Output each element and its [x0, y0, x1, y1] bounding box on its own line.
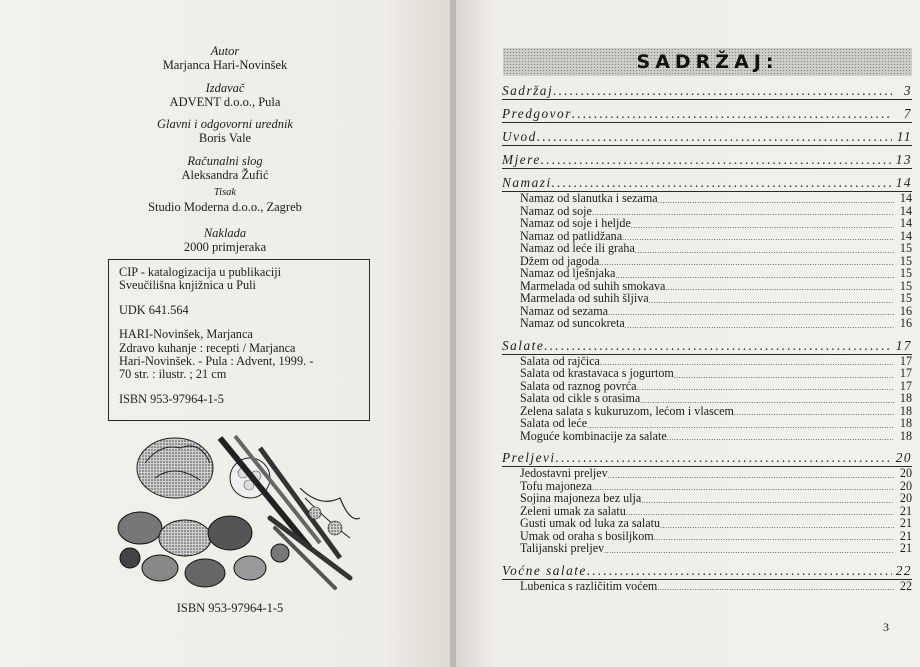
toc-chapter	[502, 83, 912, 100]
cip-header-line: Sveučilišna knjižnica u Puli	[119, 278, 256, 293]
toc-chapter	[502, 152, 912, 169]
leader-dots	[665, 283, 894, 292]
leader-dots	[604, 546, 894, 555]
leader-dots	[587, 563, 892, 579]
toc-entry-title: Lubenica s različitim voćem	[520, 578, 658, 593]
toc-chapter	[502, 175, 912, 192]
credit-role: Računalni slog	[187, 154, 263, 168]
toc-entry-title: Talijanski preljev	[520, 541, 605, 555]
credit-role: Tisak	[213, 187, 237, 198]
toc-entry-page: 20	[899, 478, 912, 493]
toc-chapter-title: Salate	[502, 337, 545, 353]
credit-print-run	[110, 226, 340, 254]
toc-entry-page: 17	[899, 366, 912, 380]
cip-record-line: HARI-Novinšek, Marjanca	[119, 327, 253, 342]
leader-dots	[541, 152, 892, 168]
toc-chapter-page: 7	[903, 106, 912, 121]
toc-entry-page: 14	[899, 228, 912, 243]
cip-record-line: Zdravo kuhanje : recepti / Marjanca	[119, 340, 296, 355]
toc-entry-title: Namaz od soje	[520, 203, 592, 218]
toc-entry-page: 22	[899, 578, 912, 593]
toc-chapter-page: 14	[895, 175, 912, 190]
toc-entry	[502, 467, 912, 480]
cip-header-line: CIP - katalogizacija u publikaciji	[119, 265, 282, 279]
leader-dots	[537, 129, 892, 145]
toc-entry-title: Namaz od patlidžana	[520, 228, 623, 243]
toc-entry	[502, 242, 912, 255]
toc-entry	[502, 217, 912, 230]
cip-record-line: 70 str. : ilustr. ; 21 cm	[119, 367, 227, 382]
toc-entry-title: Salata od krastavaca s jogurtom	[520, 366, 674, 380]
toc-chapter-page: 22	[895, 562, 912, 578]
toc-entry	[502, 580, 912, 593]
toc-chapter-title: Mjere	[502, 152, 541, 167]
toc-entry-page: 18	[899, 416, 912, 430]
leader-dots	[637, 383, 894, 392]
toc-entry	[502, 267, 912, 280]
toc-chapter-page: 20	[895, 450, 912, 465]
toc-entry-title: Tofu majoneza	[520, 478, 593, 493]
toc-entry	[502, 542, 912, 555]
credit-role: Glavni i odgovorni urednik	[157, 117, 293, 131]
leader-dots	[572, 106, 892, 122]
toc-entry-page: 16	[899, 303, 912, 318]
leader-dots	[658, 196, 894, 205]
credit-name: Marjanca Hari-Novinšek	[162, 58, 288, 72]
toc-entry-page: 21	[899, 516, 912, 530]
page-number: 3	[883, 620, 889, 634]
leader-dots	[592, 208, 894, 217]
leader-dots	[625, 321, 894, 330]
toc-chapter-title: Sadržaj	[502, 83, 554, 98]
toc-entry-page: 17	[899, 378, 912, 393]
toc-entry-page: 16	[899, 316, 912, 330]
toc-entry-title: Salata od cikle s orasima	[520, 391, 641, 405]
toc-entry-page: 18	[899, 403, 912, 418]
toc-entry-title: Salata od rajčica	[520, 353, 600, 368]
toc-entry-page: 21	[899, 528, 912, 543]
toc-entry-title: Sojina majoneza bez ulja	[520, 491, 642, 505]
toc-entry-page: 20	[899, 491, 912, 505]
toc-entry	[502, 192, 912, 205]
credit-name: 2000 primjeraka	[183, 240, 267, 254]
toc-chapter	[502, 106, 912, 123]
toc-entry-title: Namaz od lješnjaka	[520, 266, 616, 280]
cip-record-box	[108, 259, 370, 421]
cip-record-line: Hari-Novinšek. - Pula : Advent, 1999. -	[119, 354, 314, 369]
toc-entry-page: 21	[899, 503, 912, 518]
toc-entry	[502, 292, 912, 305]
toc-entry-title: Marmelada od suhih smokava	[520, 278, 666, 293]
credit-role: Naklada	[203, 226, 247, 240]
toc-entry	[502, 517, 912, 530]
leader-dots	[599, 258, 894, 267]
leader-dots	[635, 246, 894, 255]
toc-entry-page: 18	[899, 391, 912, 405]
leader-dots	[556, 450, 892, 466]
toc-entry-title: Zeleni umak za salatu	[520, 503, 626, 518]
toc-entry-page: 20	[899, 466, 912, 480]
leader-dots	[608, 308, 894, 317]
leader-dots	[544, 338, 892, 354]
toc-entry	[502, 417, 912, 430]
toc-entry-page: 15	[899, 253, 912, 268]
toc-entry-title: Moguće kombinacije za salate	[520, 428, 667, 443]
toc-entry-title: Namaz od soje i heljde	[520, 216, 631, 230]
table-of-contents	[502, 83, 912, 592]
toc-entry-title: Salata od leće	[520, 416, 588, 430]
leader-dots	[649, 296, 894, 305]
toc-chapter-page: 13	[895, 152, 912, 167]
leader-dots	[654, 533, 894, 542]
toc-chapter-title: Namazi	[502, 175, 552, 190]
toc-entry-page: 15	[899, 291, 912, 305]
toc-entry-page: 14	[899, 216, 912, 230]
toc-chapter	[502, 563, 912, 580]
toc-chapter-page: 3	[903, 83, 912, 98]
leader-dots	[631, 221, 894, 230]
credit-name: Boris Vale	[198, 131, 252, 145]
credit-printing	[110, 186, 340, 214]
toc-entry-page: 21	[899, 541, 912, 555]
toc-entry-title: Namaz od sezama	[520, 303, 608, 318]
right-page	[456, 0, 920, 667]
toc-entry	[502, 367, 912, 380]
credit-author	[110, 44, 340, 72]
toc-chapter-title: Preljevi	[502, 450, 556, 465]
credit-role: Autor	[210, 44, 240, 58]
leader-dots	[667, 433, 894, 442]
toc-entry-title: Džem od jagoda	[520, 253, 600, 268]
leader-dots	[657, 583, 894, 592]
toc-entry-page: 18	[899, 428, 912, 443]
toc-entry-page: 15	[899, 266, 912, 280]
toc-entry-title: Namaz od slanutka i sezama	[520, 191, 658, 205]
leader-dots	[552, 175, 892, 191]
credit-publisher	[110, 81, 340, 109]
leader-dots	[734, 408, 894, 417]
toc-entry-page: 14	[899, 203, 912, 218]
toc-entry-title: Namaz od suncokreta	[520, 316, 625, 330]
leader-dots	[622, 233, 894, 242]
leader-dots	[660, 521, 894, 530]
credit-name: Aleksandra Žufić	[181, 168, 269, 182]
contents-title: SADRŽAJ:	[636, 51, 779, 73]
leader-dots	[641, 496, 894, 505]
leader-dots	[626, 508, 894, 517]
toc-chapter	[502, 450, 912, 467]
toc-chapter-title: Voćne salate	[502, 562, 587, 578]
toc-entry	[502, 317, 912, 330]
leader-dots	[608, 471, 894, 480]
toc-entry-title: Marmelada od suhih šljiva	[520, 291, 649, 305]
isbn-bottom: ISBN 953-97964-1-5	[176, 601, 284, 615]
credit-typesetting	[110, 154, 340, 182]
toc-entry-page: 15	[899, 241, 912, 255]
toc-chapter-title: Uvod	[502, 129, 537, 144]
leader-dots	[553, 83, 892, 99]
toc-chapter	[502, 338, 912, 355]
vegetables-illustration	[100, 428, 368, 598]
toc-entry-title: Salata od raznog povrća	[520, 378, 637, 393]
toc-entry-title: Umak od oraha s bosiljkom	[520, 528, 654, 543]
cip-isbn: ISBN 953-97964-1-5	[119, 391, 224, 406]
toc-entry-title: Zelena salata s kukuruzom, lećom i vlascem	[520, 403, 734, 418]
contents-title-bar	[503, 48, 912, 76]
toc-entry-page: 14	[899, 191, 912, 205]
toc-chapter-page: 11	[896, 129, 912, 144]
cip-udk: UDK 641.564	[119, 302, 189, 317]
toc-entry	[502, 492, 912, 505]
toc-entry-title: Namaz od leće ili graha	[520, 241, 635, 255]
toc-entry	[502, 392, 912, 405]
toc-entry-page: 15	[899, 278, 912, 293]
toc-chapter-page: 17	[895, 337, 912, 353]
toc-entry-title: Gusti umak od luka za salatu	[520, 516, 661, 530]
toc-entry	[502, 430, 912, 443]
toc-chapter	[502, 129, 912, 146]
left-page	[0, 0, 452, 667]
credit-name: Studio Moderna d.o.o., Zagreb	[148, 200, 302, 214]
toc-entry-page: 17	[899, 353, 912, 368]
credit-editor	[110, 117, 340, 145]
toc-entry-title: Jedostavni preljev	[520, 466, 608, 480]
leader-dots	[674, 371, 894, 380]
credit-name: ADVENT d.o.o., Pula	[169, 95, 281, 109]
toc-chapter-title: Predgovor	[502, 106, 572, 121]
credit-role: Izdavač	[205, 81, 245, 95]
